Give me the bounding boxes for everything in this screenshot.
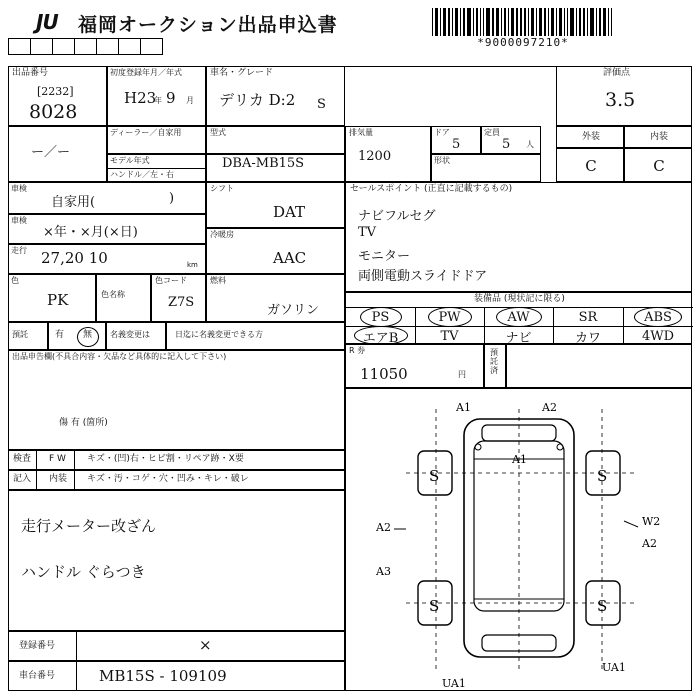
item-no-sub: ー／ー: [31, 145, 71, 160]
shift-value: DAT: [273, 203, 306, 221]
equipment-table: [345, 292, 692, 344]
recycle-label-cell: [8, 322, 48, 350]
capacity-unit: 人: [526, 140, 534, 149]
year-label: 初度登録年月／年式: [110, 68, 182, 77]
use-close: ): [169, 191, 175, 206]
equipment-label: 装備品 (現状記に限る): [474, 294, 565, 305]
month-value: 9: [166, 89, 176, 107]
item-no-label: 出品番号: [12, 68, 49, 78]
ac-value: AAC: [273, 249, 307, 267]
page-title: 福岡オークション出品申込書: [78, 14, 338, 36]
touroku-label: 登録番号: [19, 641, 56, 651]
barcode: [432, 8, 614, 49]
equip-abs: ABS: [644, 309, 672, 325]
interior-value-cell: [624, 148, 692, 182]
exterior-value-cell: [556, 148, 624, 182]
shadai-value: MB15S - 109109: [99, 667, 227, 685]
circle-recycle-no: [77, 327, 99, 347]
ju-logo-text: JU: [36, 10, 58, 34]
svg-text:S: S: [597, 597, 608, 615]
recycle-yes: 有: [55, 330, 65, 340]
mark-a2-right: A2: [642, 537, 657, 550]
r-ken-value: 11050: [360, 365, 408, 383]
shinkoku-label: 出品申告欄(不具合内容・欠品など具体的に記入して下さい): [12, 352, 227, 361]
interior-label: 内装: [649, 132, 668, 143]
yotaku-label: 預託済: [490, 348, 498, 375]
item-no-bracket: [2232]: [37, 85, 74, 98]
shaken-cell: [8, 214, 206, 244]
car-name-label: 車名・グレード: [210, 68, 274, 78]
ac-label: 冷暖房: [210, 230, 234, 239]
shaken-label: 車検: [11, 216, 27, 225]
inspect-label: 検査: [13, 454, 32, 464]
recycle-no: 無: [83, 330, 93, 340]
use-label: 車検: [11, 184, 27, 193]
exterior-label-cell: [556, 126, 624, 148]
mileage-value: 27,20 10: [41, 249, 108, 267]
body-label: 形状: [434, 156, 450, 165]
year-value: H23: [124, 89, 157, 107]
r-ken-cell: [345, 344, 484, 388]
fuel-value: ガソリン: [267, 303, 320, 318]
mark-a2-left: A2: [376, 521, 391, 534]
mark-a1-center: A1: [512, 453, 527, 466]
r-ken-unit: 円: [458, 370, 466, 379]
sales-point-4: 両側電動スライドドア: [358, 269, 488, 284]
recycle-label: 預託: [12, 330, 28, 339]
r-ken-label: R 券: [349, 346, 366, 355]
color-name-cell: [96, 274, 151, 322]
damage-diagram-area: [345, 388, 692, 691]
name-change-label-cell: [106, 322, 166, 350]
interior-value: C: [653, 157, 665, 175]
circle-airbag: [354, 326, 408, 345]
svg-text:S: S: [429, 467, 440, 485]
circle-aw: [496, 307, 542, 327]
exterior-value: C: [585, 157, 597, 175]
name-change-note-cell: [166, 322, 345, 350]
shift-cell: [206, 182, 345, 228]
equip-4wd: 4WD: [641, 328, 675, 344]
yotaku-blank-cell: [506, 344, 692, 388]
yotaku-cell: [484, 344, 506, 388]
door-label: ドア: [434, 128, 450, 137]
car-name-cell: [206, 66, 345, 126]
door-value: 5: [452, 137, 461, 152]
mark-ua1-right: UA1: [602, 661, 626, 674]
mileage-cell: [8, 244, 206, 274]
score-cell: [556, 66, 692, 126]
item-no-value: 8028: [29, 101, 78, 123]
model-value: DBA-MB15S: [222, 156, 305, 171]
car-name-mark: S: [317, 97, 326, 112]
free-notes-cell: [8, 490, 345, 631]
name-change-note: 日迄に名義変更できる方: [175, 330, 263, 339]
displacement-label: 排気量: [349, 128, 373, 137]
mark-a3-left: A3: [376, 565, 391, 578]
inner-label: 内装: [49, 474, 68, 484]
free-note-2: ハンドル ぐらつき: [21, 563, 146, 581]
year-cell: 初度登録年月／年式 H23 9 年 月: [107, 66, 206, 126]
mark-a1-top: A1: [456, 401, 471, 414]
circle-abs: [634, 307, 682, 327]
shaken-value: ×年・×月(×日): [43, 225, 138, 240]
interior-label-cell: [624, 126, 692, 148]
mileage-unit: km: [187, 261, 198, 269]
kizu-label: 傷 有 (箇所): [59, 418, 108, 428]
equip-pw: PW: [438, 309, 461, 325]
color-name-label: 色名称: [101, 290, 125, 299]
color-label: 色: [11, 276, 19, 285]
equip-ps: PS: [371, 309, 390, 325]
door-cell: [431, 126, 481, 154]
color-value: PK: [47, 291, 69, 309]
body-cell: [431, 154, 541, 182]
barcode-number: *9000097210*: [477, 36, 569, 49]
color-cell: [8, 274, 96, 322]
displacement-value: 1200: [358, 149, 392, 164]
color-code-value: Z7S: [168, 295, 195, 310]
mileage-label: 走行: [11, 246, 27, 255]
record-label: 記入: [13, 474, 32, 484]
model-label-cell: [206, 126, 345, 154]
equip-sr: SR: [578, 309, 598, 325]
dealer-cell: [107, 126, 206, 154]
inspect-row-2: [8, 470, 345, 490]
barcode-bars: [432, 8, 614, 36]
score-label: 評価点: [603, 68, 631, 78]
equip-kawa: カワ: [574, 330, 601, 346]
circle-ps: [360, 307, 402, 327]
displacement-cell: [345, 126, 431, 182]
sales-point-3: モニター: [358, 249, 411, 264]
ju-logo: [36, 10, 58, 34]
shadai-label: 車台番号: [19, 671, 56, 681]
ac-cell: [206, 228, 345, 274]
mark-a2-top: A2: [542, 401, 557, 414]
inspect-text-1: キズ・(凹)右・ヒビ割・リペア跡・X要: [87, 454, 244, 464]
use-value: 自家用(: [51, 195, 96, 210]
circle-pw: [428, 307, 472, 327]
touroku-row: [8, 631, 345, 661]
fuel-cell: [206, 274, 345, 322]
svg-text:S: S: [429, 597, 440, 615]
inspect-text-2: キズ・汚・コゲ・穴・凹み・キレ・破レ: [87, 474, 249, 484]
equip-navi: ナビ: [505, 330, 532, 346]
item-no-sub-cell: [8, 126, 107, 182]
shinkoku-cell: [8, 350, 345, 450]
item-no-cell: [8, 66, 107, 126]
exterior-label: 外装: [581, 132, 600, 143]
fw-label: F W: [49, 454, 66, 464]
sales-point-label: セールスポイント (正直に記載するもの): [350, 184, 513, 194]
color-code-cell: [151, 274, 206, 322]
dealer-label: ディーラー／自家用: [110, 128, 182, 137]
sales-point-1: ナビフルセグ: [358, 209, 436, 224]
capacity-value: 5: [502, 137, 511, 152]
use-cell: [8, 182, 206, 214]
equip-tv: TV: [440, 328, 459, 344]
equip-airbag: エアB: [362, 330, 399, 346]
inspect-row-1: [8, 450, 345, 470]
car-name-value: デリカ D:2: [219, 91, 296, 109]
name-change-label: 名義変更は: [110, 330, 150, 339]
capacity-cell: [481, 126, 541, 154]
mark-w2-right: W2: [642, 515, 661, 528]
score-value: 3.5: [605, 89, 636, 111]
shift-label: シフト: [210, 184, 234, 193]
model-year-label: モデル年式: [110, 156, 150, 165]
recycle-choice-cell: [48, 322, 106, 350]
model-label: 型式: [210, 128, 226, 137]
capacity-label: 定員: [484, 128, 500, 137]
color-code-label: 色コード: [155, 276, 187, 285]
fuel-label: 燃料: [210, 276, 226, 285]
svg-text:S: S: [597, 467, 608, 485]
touroku-value: ×: [199, 636, 212, 654]
handle-label: ハンドル／左・右: [110, 170, 174, 179]
car-diagram: [346, 389, 691, 690]
handle-cell: [107, 168, 206, 182]
shadai-row: [8, 661, 345, 691]
equip-aw: AW: [507, 309, 530, 325]
mark-ua1-bottom: UA1: [442, 677, 466, 690]
free-note-1: 走行メーター改ざん: [21, 517, 157, 535]
sales-point-cell: [345, 182, 692, 292]
sales-point-2: TV: [358, 225, 377, 240]
